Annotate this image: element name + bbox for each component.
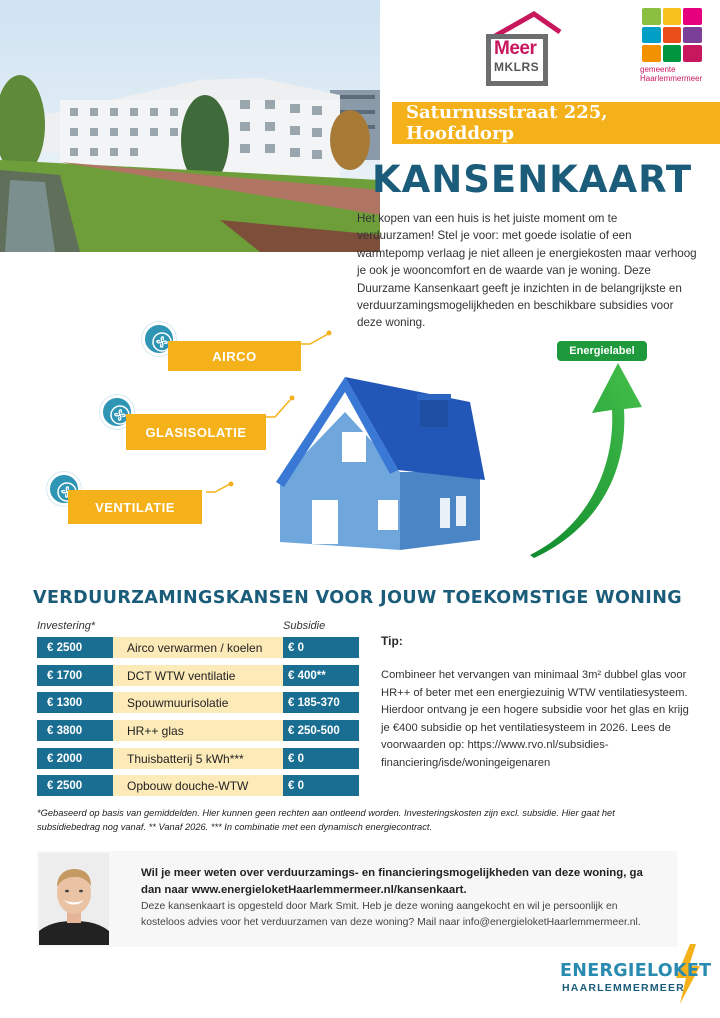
investment-cell: € 3800 xyxy=(37,720,113,741)
table-row xyxy=(37,637,359,658)
advisor-photo xyxy=(39,853,109,945)
measure-airco: AIRCO xyxy=(168,341,301,371)
measure-ventilatie: VENTILATIE xyxy=(68,490,202,524)
energy-arrow-icon xyxy=(520,355,650,560)
table-row xyxy=(37,748,359,769)
table-row xyxy=(37,775,359,796)
section-title: VERDUURZAMINGSKANSEN VOOR JOUW TOEKOMSTIGE WONING xyxy=(33,588,683,608)
measure-name-cell: Thuisbatterij 5 kWh*** xyxy=(113,748,283,769)
investment-cell: € 1700 xyxy=(37,665,113,686)
measure-name-cell: HR++ glas xyxy=(113,720,283,741)
logo-gemeente-text: gemeente xyxy=(640,65,676,74)
energielabel-badge: Energielabel xyxy=(557,341,647,361)
table-row xyxy=(37,692,359,713)
table-row xyxy=(37,665,359,686)
contact-text: Deze kansenkaart is opgesteld door Mark Smit. Heb je deze woning aangekocht en wil je persoonlijk en kosteloos advies voor het verduurzamen van deze woning? Mail naar info@energieloketHaarlemmermeer.nl. xyxy=(141,901,641,928)
subsidy-cell: € 185-370 xyxy=(283,692,359,713)
meer-mklrs-logo xyxy=(484,10,562,88)
measure-name-cell: Airco verwarmen / koelen xyxy=(113,637,283,658)
contact-box xyxy=(37,851,677,947)
logo-haarlemmermeer-text: Haarlemmermeer xyxy=(640,74,703,83)
intro-text: Het kopen van een huis is het juiste moment om te verduurzamen! Stel je voor: met goede isolatie of een warmtepomp verlaag je niet alleen je energiekosten maar verhoog je ook je wooncomfort en de waarde van je woning. Deze Duurzame Kansenkaart geeft je inzichten in de belangrijkste en verduurzamingsmogelijkheden en beschikbare subsidies voor deze woning. xyxy=(357,212,697,330)
tip-text: Combineer het vervangen van minimaal 3m² dubbel glas voor HR++ of beter met een energiezuinig WTW ventilatiesysteem. Hierdoor ontvang je een hogere subsidie voor het glas en krijg je €400 subsidie op het ventilatiesysteem in 2026. Lees de voorwaarden op: https://www.rvo.nl/subsidies-financiering/isde/woningeigenaren xyxy=(381,669,689,769)
measure-name-cell: Spouwmuurisolatie xyxy=(113,692,283,713)
table-row xyxy=(37,720,359,741)
investment-cell: € 2500 xyxy=(37,775,113,796)
subsidy-cell: € 0 xyxy=(283,637,359,658)
gemeente-haarlemmermeer-logo xyxy=(640,8,704,90)
measure-glasisolatie: GLASISOLATIE xyxy=(126,414,266,450)
subsidy-cell: € 0 xyxy=(283,775,359,796)
footnote: *Gebaseerd op basis van gemiddelden. Hier kunnen geen rechten aan ontleend worden. Investeringskosten zijn excl. subsidie. Hier gaat het subsidiebedrag nog vanaf. ** Vanaf 2026. *** In combinatie met een dynamisch energiecontract. xyxy=(37,808,615,832)
property-photo xyxy=(0,0,380,252)
subsidy-cell: € 400** xyxy=(283,665,359,686)
page-title: KANSENKAART xyxy=(372,158,693,201)
contact-heading: Wil je meer weten over verduurzamings- en financieringsmogelijkheden van deze woning, ga dan naar www.energieloketHaarlemmermeer.nl/kansenkaart. xyxy=(141,867,643,896)
logo-mklrs-text: MKLRS xyxy=(494,60,540,74)
investment-header: Investering* xyxy=(37,620,96,632)
address-bar: Saturnusstraat 225, Hoofddorp xyxy=(392,102,720,144)
energieloket-logo xyxy=(560,944,710,1004)
investment-cell: € 2500 xyxy=(37,637,113,658)
house-illustration xyxy=(270,372,490,562)
subsidy-cell: € 250-500 xyxy=(283,720,359,741)
subsidy-header: Subsidie xyxy=(283,620,326,632)
measure-name-cell: DCT WTW ventilatie xyxy=(113,665,283,686)
haarlemmermeer-logo-text: HAARLEMMERMEER xyxy=(562,982,685,994)
logo-meer-text: Meer xyxy=(494,38,537,59)
investment-cell: € 1300 xyxy=(37,692,113,713)
measure-name-cell: Opbouw douche-WTW xyxy=(113,775,283,796)
subsidy-cell: € 0 xyxy=(283,748,359,769)
tip-heading: Tip: xyxy=(381,634,403,648)
energieloket-logo-text: ENERGIELOKET xyxy=(560,961,712,981)
investment-cell: € 2000 xyxy=(37,748,113,769)
